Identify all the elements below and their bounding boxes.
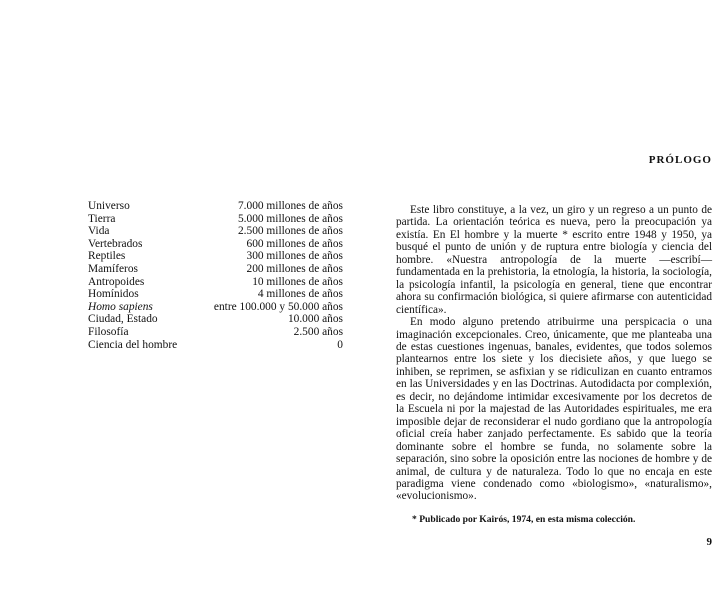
- timeline-table: [88, 200, 343, 351]
- timeline-row: [88, 250, 343, 263]
- timeline-value: 200 millones de años: [246, 262, 343, 275]
- timeline-label: Reptiles: [88, 250, 126, 263]
- timeline-value: 2.500 millones de años: [237, 225, 343, 238]
- timeline-value: 7.000 millones de años: [237, 200, 343, 212]
- timeline-row: [88, 288, 343, 301]
- timeline-value: 10.000 años: [287, 313, 343, 326]
- timeline-label: Vertebrados: [88, 237, 143, 250]
- timeline-label: Tierra: [88, 212, 116, 225]
- timeline-value: 10 millones de años: [252, 275, 343, 288]
- timeline-row: [88, 225, 343, 238]
- timeline-label: Vida: [88, 225, 110, 238]
- right-page: [364, 0, 728, 589]
- footnote: * Publicado por Kairós, 1974, en esta misma colección.: [412, 514, 636, 525]
- timeline-label: Ciudad, Estado: [88, 313, 158, 326]
- timeline-value: 4 millones de años: [257, 288, 343, 301]
- timeline-label: Filosofía: [88, 325, 129, 338]
- timeline-label: Antropoides: [88, 275, 145, 288]
- timeline-row: [88, 263, 343, 276]
- timeline-row: [88, 313, 343, 326]
- prologue-text: [396, 204, 712, 503]
- timeline-row: [88, 276, 343, 289]
- timeline-body: [88, 200, 343, 351]
- page-number: 9: [706, 536, 712, 548]
- timeline-value: 0: [337, 338, 343, 351]
- timeline-label: Mamíferos: [88, 262, 138, 275]
- timeline-row: [88, 213, 343, 226]
- timeline-label: Homo sapiens: [88, 300, 153, 313]
- paragraph: Este libro constituye, a la vez, un giro y un regreso a un punto de partida. La orientación teórica es nueva, pero la preocupación ya existía. En El hombre y la muerte * escrito entre 1948 y 1950, ya busqué el punto de unión y de ruptura entre biología y ciencia del hombre. «Nuestra antropología de la muerte —escribí— fundamentada en la prehistoria, la etnología, la historia, la sociología, la psicología infantil, la psicología en general, tiene que encontrar ahora su confirmación biológica, si quiere afirmarse con autenticidad científica».: [396, 204, 712, 316]
- timeline-row: [88, 200, 343, 213]
- timeline-value: 2.500 años: [293, 325, 343, 338]
- timeline-label: Homínidos: [88, 288, 139, 301]
- timeline-row: [88, 301, 343, 314]
- chapter-title: PRÓLOGO: [648, 154, 712, 166]
- timeline-row: [88, 238, 343, 251]
- timeline-value: entre 100.000 y 50.000 años: [213, 300, 343, 313]
- timeline-row: [88, 339, 343, 352]
- timeline-value: 600 millones de años: [246, 237, 343, 250]
- timeline-label: Ciencia del hombre: [88, 338, 178, 351]
- timeline-label: Universo: [88, 200, 130, 212]
- timeline-value: 300 millones de años: [246, 250, 343, 263]
- paragraph: En modo alguno pretendo atribuirme una perspicacia o una imaginación excepcionales. Creo, únicamente, que me planteaba una de estas cuestiones ingenuas, banales, evidentes, que todos solemos plantearnos entre los siete y los diecisiete años, y que luego se inhiben, se reprimen, se asfixian y se ridiculizan en cuanto entramos en las Universidades y en las Doctrinas. Autodidacta por complexión, es decir, no dejándome intimidar excesivamente por los decretos de la Escuela ni por la majestad de las Autoridades espirituales, me era imposible dejar de reconsiderar el nudo gordiano que la antropología oficial creía haber zanjado perfectamente. Es sabido que la teoría dominante sobre el hombre se funda, no solamente sobre la separación, sino sobre la oposición entre las nociones de hombre y de animal, de cultura y de naturaleza. Todo lo que no encaja en este paradigma viene condenado como «biologismo», «naturalismo», «evolucionismo».: [396, 316, 712, 503]
- timeline-value: 5.000 millones de años: [237, 212, 343, 225]
- timeline-row: [88, 326, 343, 339]
